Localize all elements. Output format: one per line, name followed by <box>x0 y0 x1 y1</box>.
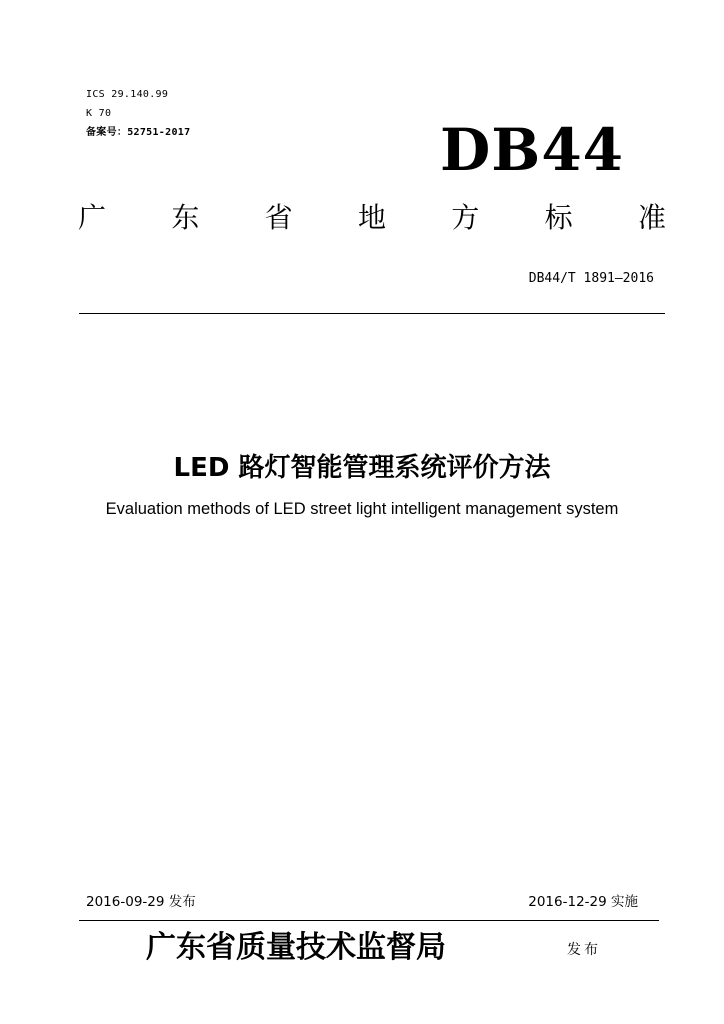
db-logo: DB44 <box>440 116 625 184</box>
standard-type-char: 地 <box>357 201 386 234</box>
ics-code: ICS 29.140.99 <box>86 89 169 100</box>
header-divider <box>79 313 665 314</box>
issuer-name: 广东省质量技术监督局 <box>146 930 446 965</box>
standard-code: DB44/T 1891—2016 <box>528 271 654 286</box>
issuer-suffix: 发布 <box>567 942 601 958</box>
implementation-date: 2016-12-29 实施 <box>528 894 638 910</box>
standard-type-char: 方 <box>451 201 480 234</box>
issue-date: 2016-09-29 发布 <box>86 894 196 910</box>
document-title-cn: LED 路灯智能管理系统评价方法 <box>173 453 551 483</box>
registration-number: 备案号：52751-2017 <box>86 127 191 138</box>
standard-type-char: 广 <box>78 201 107 234</box>
footer-divider <box>79 920 659 921</box>
document-title-en: Evaluation methods of LED street light intelligent management system <box>105 500 619 518</box>
standard-type-heading <box>78 200 666 236</box>
standard-type-char: 东 <box>171 201 200 234</box>
standard-type-char: 准 <box>637 201 666 234</box>
standard-type-char: 省 <box>264 201 293 234</box>
standard-type-char: 标 <box>544 201 573 234</box>
ccs-code: K 70 <box>86 108 112 119</box>
